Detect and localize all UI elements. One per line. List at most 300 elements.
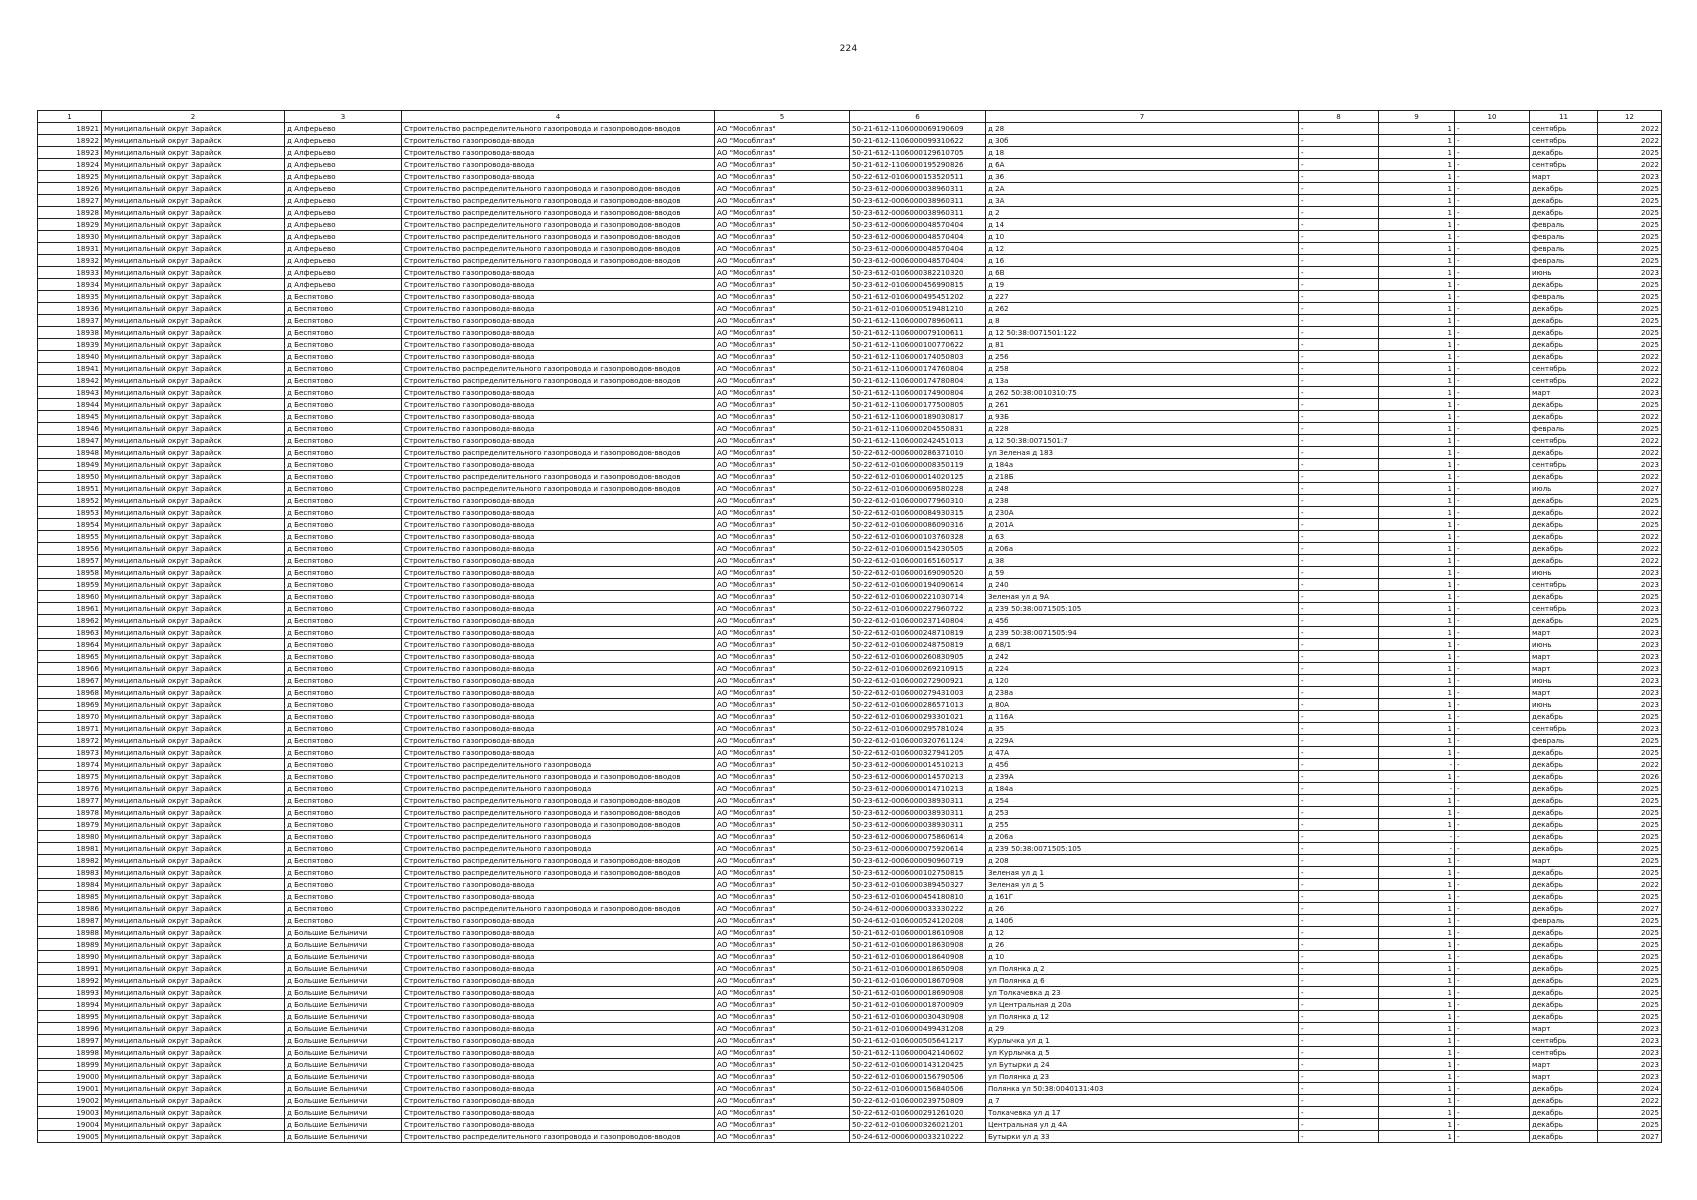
row-number: 18995 <box>38 1011 102 1023</box>
municipality-cell: Муниципальный округ Зарайск <box>102 543 285 555</box>
organization-cell: АО "Мособлгаз" <box>715 699 850 711</box>
application-number-cell: 50-21-612-1106000174760804 <box>850 363 986 375</box>
application-number-cell: 50-23-612-0006000038960311 <box>850 195 986 207</box>
organization-cell: АО "Мособлгаз" <box>715 975 850 987</box>
address-cell: д 29 <box>986 1023 1299 1035</box>
municipality-cell: Муниципальный округ Зарайск <box>102 675 285 687</box>
col-8-cell: - <box>1299 723 1379 735</box>
municipality-cell: Муниципальный округ Зарайск <box>102 579 285 591</box>
table-row <box>38 783 1662 795</box>
col-8-cell: - <box>1299 183 1379 195</box>
table-row <box>38 903 1662 915</box>
table-row <box>38 879 1662 891</box>
settlement-cell: д Беспятово <box>285 711 402 723</box>
col-10-cell: - <box>1455 963 1530 975</box>
organization-cell: АО "Мособлгаз" <box>715 423 850 435</box>
row-number: 18994 <box>38 999 102 1011</box>
address-cell: д 201А <box>986 519 1299 531</box>
settlement-cell: д Беспятово <box>285 399 402 411</box>
column-header-5: 5 <box>715 111 850 123</box>
table-row <box>38 927 1662 939</box>
table-row <box>38 663 1662 675</box>
count-cell: 1 <box>1379 255 1455 267</box>
work-type-cell: Строительство распределительного газопровода и газопроводов-вводов <box>402 243 715 255</box>
address-cell: д 238 <box>986 495 1299 507</box>
organization-cell: АО "Мособлгаз" <box>715 807 850 819</box>
settlement-cell: д Беспятово <box>285 387 402 399</box>
table-row <box>38 831 1662 843</box>
work-type-cell: Строительство газопровода-ввода <box>402 1011 715 1023</box>
municipality-cell: Муниципальный округ Зарайск <box>102 879 285 891</box>
count-cell: 1 <box>1379 735 1455 747</box>
col-10-cell: - <box>1455 1095 1530 1107</box>
row-number: 18925 <box>38 171 102 183</box>
work-type-cell: Строительство газопровода-ввода <box>402 1023 715 1035</box>
month-cell: сентябрь <box>1530 135 1598 147</box>
year-cell: 2025 <box>1598 963 1662 975</box>
year-cell: 2025 <box>1598 615 1662 627</box>
work-type-cell: Строительство распределительного газопровода и газопроводов-вводов <box>402 855 715 867</box>
col-8-cell: - <box>1299 435 1379 447</box>
settlement-cell: д Беспятово <box>285 843 402 855</box>
col-8-cell: - <box>1299 975 1379 987</box>
table-row <box>38 459 1662 471</box>
row-number: 18976 <box>38 783 102 795</box>
col-10-cell: - <box>1455 411 1530 423</box>
month-cell: сентябрь <box>1530 459 1598 471</box>
address-cell: д 239 50:38:0071505:105 <box>986 843 1299 855</box>
row-number: 19001 <box>38 1083 102 1095</box>
row-number: 18980 <box>38 831 102 843</box>
count-cell: 1 <box>1379 1023 1455 1035</box>
col-10-cell: - <box>1455 927 1530 939</box>
organization-cell: АО "Мособлгаз" <box>715 735 850 747</box>
table-row <box>38 159 1662 171</box>
work-type-cell: Строительство газопровода-ввода <box>402 675 715 687</box>
settlement-cell: д Беспятово <box>285 759 402 771</box>
row-number: 18977 <box>38 795 102 807</box>
address-cell: д 258 <box>986 363 1299 375</box>
table-row <box>38 771 1662 783</box>
month-cell: декабрь <box>1530 1119 1598 1131</box>
count-cell: 1 <box>1379 387 1455 399</box>
month-cell: декабрь <box>1530 927 1598 939</box>
count-cell: 1 <box>1379 855 1455 867</box>
application-number-cell: 50-23-612-0006000048570404 <box>850 231 986 243</box>
municipality-cell: Муниципальный округ Зарайск <box>102 291 285 303</box>
settlement-cell: д Беспятово <box>285 519 402 531</box>
month-cell: декабрь <box>1530 1095 1598 1107</box>
application-number-cell: 50-21-612-0106000505641217 <box>850 1035 986 1047</box>
col-10-cell: - <box>1455 1083 1530 1095</box>
work-type-cell: Строительство газопровода-ввода <box>402 267 715 279</box>
table-row <box>38 327 1662 339</box>
municipality-cell: Муниципальный округ Зарайск <box>102 639 285 651</box>
municipality-cell: Муниципальный округ Зарайск <box>102 123 285 135</box>
address-cell: д 45б <box>986 615 1299 627</box>
col-8-cell: - <box>1299 267 1379 279</box>
work-type-cell: Строительство газопровода-ввода <box>402 699 715 711</box>
col-10-cell: - <box>1455 747 1530 759</box>
table-row <box>38 339 1662 351</box>
work-type-cell: Строительство распределительного газопровода <box>402 843 715 855</box>
count-cell: 1 <box>1379 915 1455 927</box>
table-row <box>38 303 1662 315</box>
municipality-cell: Муниципальный округ Зарайск <box>102 1047 285 1059</box>
application-number-cell: 50-21-612-1106000177500805 <box>850 399 986 411</box>
gasification-schedule-sheet <box>37 110 1661 1143</box>
settlement-cell: д Алферьево <box>285 231 402 243</box>
column-header-10: 10 <box>1455 111 1530 123</box>
application-number-cell: 50-21-612-1106000078960611 <box>850 315 986 327</box>
municipality-cell: Муниципальный округ Зарайск <box>102 651 285 663</box>
col-10-cell: - <box>1455 1059 1530 1071</box>
year-cell: 2022 <box>1598 531 1662 543</box>
organization-cell: АО "Мособлгаз" <box>715 411 850 423</box>
work-type-cell: Строительство распределительного газопровода и газопроводов-вводов <box>402 375 715 387</box>
address-cell: д 242 <box>986 651 1299 663</box>
address-cell: д 224 <box>986 663 1299 675</box>
municipality-cell: Муниципальный округ Зарайск <box>102 1107 285 1119</box>
count-cell: 1 <box>1379 507 1455 519</box>
municipality-cell: Муниципальный округ Зарайск <box>102 1059 285 1071</box>
municipality-cell: Муниципальный округ Зарайск <box>102 171 285 183</box>
application-number-cell: 50-22-612-0106000008350119 <box>850 459 986 471</box>
count-cell: 1 <box>1379 243 1455 255</box>
month-cell: март <box>1530 663 1598 675</box>
col-8-cell: - <box>1299 603 1379 615</box>
municipality-cell: Муниципальный округ Зарайск <box>102 759 285 771</box>
col-8-cell: - <box>1299 771 1379 783</box>
column-number-row <box>38 111 1662 123</box>
application-number-cell: 50-23-612-0006000048570404 <box>850 219 986 231</box>
municipality-cell: Муниципальный округ Зарайск <box>102 183 285 195</box>
address-cell: ул Центральная д 20а <box>986 999 1299 1011</box>
month-cell: декабрь <box>1530 327 1598 339</box>
year-cell: 2025 <box>1598 339 1662 351</box>
year-cell: 2023 <box>1598 1047 1662 1059</box>
organization-cell: АО "Мособлгаз" <box>715 603 850 615</box>
col-8-cell: - <box>1299 531 1379 543</box>
address-cell: д 184а <box>986 783 1299 795</box>
settlement-cell: д Алферьево <box>285 135 402 147</box>
settlement-cell: д Беспятово <box>285 639 402 651</box>
year-cell: 2025 <box>1598 147 1662 159</box>
table-row <box>38 519 1662 531</box>
settlement-cell: д Алферьево <box>285 207 402 219</box>
work-type-cell: Строительство газопровода-ввода <box>402 1107 715 1119</box>
col-8-cell: - <box>1299 543 1379 555</box>
row-number: 18970 <box>38 711 102 723</box>
col-8-cell: - <box>1299 495 1379 507</box>
count-cell: 1 <box>1379 867 1455 879</box>
organization-cell: АО "Мособлгаз" <box>715 327 850 339</box>
col-10-cell: - <box>1455 675 1530 687</box>
table-row <box>38 1119 1662 1131</box>
year-cell: 2025 <box>1598 1107 1662 1119</box>
table-row <box>38 279 1662 291</box>
count-cell: 1 <box>1379 315 1455 327</box>
work-type-cell: Строительство газопровода-ввода <box>402 1059 715 1071</box>
municipality-cell: Муниципальный округ Зарайск <box>102 447 285 459</box>
month-cell: декабрь <box>1530 315 1598 327</box>
municipality-cell: Муниципальный округ Зарайск <box>102 207 285 219</box>
municipality-cell: Муниципальный округ Зарайск <box>102 339 285 351</box>
row-number: 18926 <box>38 183 102 195</box>
municipality-cell: Муниципальный округ Зарайск <box>102 867 285 879</box>
row-number: 18929 <box>38 219 102 231</box>
count-cell: 1 <box>1379 183 1455 195</box>
month-cell: февраль <box>1530 219 1598 231</box>
settlement-cell: д Большие Белыничи <box>285 1071 402 1083</box>
table-row <box>38 147 1662 159</box>
application-number-cell: 50-22-612-0106000069580228 <box>850 483 986 495</box>
col-10-cell: - <box>1455 603 1530 615</box>
year-cell: 2022 <box>1598 351 1662 363</box>
col-10-cell: - <box>1455 327 1530 339</box>
count-cell: 1 <box>1379 471 1455 483</box>
application-number-cell: 50-24-612-0106000524120208 <box>850 915 986 927</box>
row-number: 18978 <box>38 807 102 819</box>
col-8-cell: - <box>1299 819 1379 831</box>
col-10-cell: - <box>1455 159 1530 171</box>
work-type-cell: Строительство распределительного газопровода и газопроводов-вводов <box>402 795 715 807</box>
settlement-cell: д Большие Белыничи <box>285 1047 402 1059</box>
col-10-cell: - <box>1455 1131 1530 1143</box>
col-10-cell: - <box>1455 483 1530 495</box>
municipality-cell: Муниципальный округ Зарайск <box>102 819 285 831</box>
work-type-cell: Строительство газопровода-ввода <box>402 1083 715 1095</box>
address-cell: д 16 <box>986 255 1299 267</box>
municipality-cell: Муниципальный округ Зарайск <box>102 735 285 747</box>
row-number: 18955 <box>38 531 102 543</box>
count-cell: 1 <box>1379 495 1455 507</box>
count-cell: 1 <box>1379 699 1455 711</box>
table-row <box>38 603 1662 615</box>
settlement-cell: д Беспятово <box>285 363 402 375</box>
row-number: 18951 <box>38 483 102 495</box>
col-8-cell: - <box>1299 207 1379 219</box>
count-cell: 1 <box>1379 939 1455 951</box>
organization-cell: АО "Мособлгаз" <box>715 1011 850 1023</box>
work-type-cell: Строительство газопровода-ввода <box>402 435 715 447</box>
col-8-cell: - <box>1299 123 1379 135</box>
year-cell: 2025 <box>1598 735 1662 747</box>
application-number-cell: 50-21-612-1106000042140602 <box>850 1047 986 1059</box>
column-header-7: 7 <box>986 111 1299 123</box>
table-row <box>38 1023 1662 1035</box>
count-cell: 1 <box>1379 555 1455 567</box>
table-row <box>38 735 1662 747</box>
work-type-cell: Строительство газопровода-ввода <box>402 567 715 579</box>
work-type-cell: Строительство газопровода-ввода <box>402 615 715 627</box>
col-8-cell: - <box>1299 351 1379 363</box>
year-cell: 2023 <box>1598 1071 1662 1083</box>
month-cell: декабрь <box>1530 495 1598 507</box>
month-cell: декабрь <box>1530 543 1598 555</box>
col-10-cell: - <box>1455 855 1530 867</box>
municipality-cell: Муниципальный округ Зарайск <box>102 771 285 783</box>
col-8-cell: - <box>1299 843 1379 855</box>
application-number-cell: 50-23-612-0006000048570404 <box>850 255 986 267</box>
settlement-cell: д Беспятово <box>285 675 402 687</box>
count-cell: 1 <box>1379 207 1455 219</box>
count-cell: 1 <box>1379 1131 1455 1143</box>
table-row <box>38 243 1662 255</box>
settlement-cell: д Беспятово <box>285 375 402 387</box>
count-cell: 1 <box>1379 891 1455 903</box>
settlement-cell: д Большие Белыничи <box>285 1035 402 1047</box>
col-8-cell: - <box>1299 759 1379 771</box>
col-10-cell: - <box>1455 711 1530 723</box>
month-cell: июнь <box>1530 567 1598 579</box>
count-cell: 1 <box>1379 1107 1455 1119</box>
organization-cell: АО "Мособлгаз" <box>715 351 850 363</box>
col-8-cell: - <box>1299 1023 1379 1035</box>
address-cell: ул Бутырки д 24 <box>986 1059 1299 1071</box>
row-number: 18993 <box>38 987 102 999</box>
application-number-cell: 50-21-612-0106000018670908 <box>850 975 986 987</box>
row-number: 18972 <box>38 735 102 747</box>
application-number-cell: 50-21-612-0106000495451202 <box>850 291 986 303</box>
count-cell: 1 <box>1379 147 1455 159</box>
col-8-cell: - <box>1299 579 1379 591</box>
table-body <box>38 123 1662 1143</box>
address-cell: д 239 50:38:0071505:105 <box>986 603 1299 615</box>
month-cell: июнь <box>1530 699 1598 711</box>
municipality-cell: Муниципальный округ Зарайск <box>102 807 285 819</box>
address-cell: Бутырки ул д 33 <box>986 1131 1299 1143</box>
row-number: 18942 <box>38 375 102 387</box>
year-cell: 2022 <box>1598 555 1662 567</box>
col-10-cell: - <box>1455 819 1530 831</box>
municipality-cell: Муниципальный округ Зарайск <box>102 267 285 279</box>
col-10-cell: - <box>1455 375 1530 387</box>
col-8-cell: - <box>1299 507 1379 519</box>
address-cell: д 7 <box>986 1095 1299 1107</box>
address-cell: д 14 <box>986 219 1299 231</box>
year-cell: 2023 <box>1598 699 1662 711</box>
work-type-cell: Строительство газопровода-ввода <box>402 171 715 183</box>
municipality-cell: Муниципальный округ Зарайск <box>102 1071 285 1083</box>
month-cell: декабрь <box>1530 411 1598 423</box>
year-cell: 2025 <box>1598 279 1662 291</box>
table-row <box>38 567 1662 579</box>
table-row <box>38 435 1662 447</box>
application-number-cell: 50-22-612-0106000295781024 <box>850 723 986 735</box>
address-cell: д 227 <box>986 291 1299 303</box>
row-number: 18967 <box>38 675 102 687</box>
col-10-cell: - <box>1455 627 1530 639</box>
application-number-cell: 50-21-612-1106000174780804 <box>850 375 986 387</box>
settlement-cell: д Большие Белыничи <box>285 987 402 999</box>
year-cell: 2023 <box>1598 387 1662 399</box>
col-8-cell: - <box>1299 831 1379 843</box>
application-number-cell: 50-23-612-0006000014710213 <box>850 783 986 795</box>
municipality-cell: Муниципальный округ Зарайск <box>102 939 285 951</box>
work-type-cell: Строительство газопровода-ввода <box>402 147 715 159</box>
settlement-cell: д Большие Белыничи <box>285 1095 402 1107</box>
settlement-cell: д Беспятово <box>285 579 402 591</box>
address-cell: д 81 <box>986 339 1299 351</box>
work-type-cell: Строительство распределительного газопровода <box>402 783 715 795</box>
col-10-cell: - <box>1455 903 1530 915</box>
col-8-cell: - <box>1299 795 1379 807</box>
col-10-cell: - <box>1455 1107 1530 1119</box>
application-number-cell: 50-21-612-0106000018690908 <box>850 987 986 999</box>
application-number-cell: 50-22-612-0106000248750819 <box>850 639 986 651</box>
organization-cell: АО "Мособлгаз" <box>715 831 850 843</box>
address-cell: д 161Г <box>986 891 1299 903</box>
col-8-cell: - <box>1299 519 1379 531</box>
application-number-cell: 50-22-612-0106000143120425 <box>850 1059 986 1071</box>
address-cell: д 262 50:38:0010310:75 <box>986 387 1299 399</box>
count-cell: 1 <box>1379 171 1455 183</box>
table-row <box>38 423 1662 435</box>
col-10-cell: - <box>1455 807 1530 819</box>
table-row <box>38 531 1662 543</box>
col-8-cell: - <box>1299 675 1379 687</box>
row-number: 18941 <box>38 363 102 375</box>
year-cell: 2022 <box>1598 543 1662 555</box>
col-8-cell: - <box>1299 339 1379 351</box>
count-cell: 1 <box>1379 219 1455 231</box>
application-number-cell: 50-22-612-0106000286571013 <box>850 699 986 711</box>
municipality-cell: Муниципальный округ Зарайск <box>102 795 285 807</box>
municipality-cell: Муниципальный округ Зарайск <box>102 855 285 867</box>
application-number-cell: 50-22-612-0106000248710819 <box>850 627 986 639</box>
month-cell: декабрь <box>1530 819 1598 831</box>
municipality-cell: Муниципальный округ Зарайск <box>102 831 285 843</box>
row-number: 18981 <box>38 843 102 855</box>
row-number: 18935 <box>38 291 102 303</box>
municipality-cell: Муниципальный округ Зарайск <box>102 567 285 579</box>
table-row <box>38 207 1662 219</box>
count-cell: 1 <box>1379 231 1455 243</box>
settlement-cell: д Большие Белыничи <box>285 1107 402 1119</box>
settlement-cell: д Алферьево <box>285 279 402 291</box>
municipality-cell: Муниципальный округ Зарайск <box>102 363 285 375</box>
municipality-cell: Муниципальный округ Зарайск <box>102 591 285 603</box>
settlement-cell: д Беспятово <box>285 783 402 795</box>
column-header-8: 8 <box>1299 111 1379 123</box>
organization-cell: АО "Мособлгаз" <box>715 1131 850 1143</box>
address-cell: д 12 50:38:0071501:7 <box>986 435 1299 447</box>
col-10-cell: - <box>1455 171 1530 183</box>
table-row <box>38 1083 1662 1095</box>
row-number: 18922 <box>38 135 102 147</box>
month-cell: декабрь <box>1530 951 1598 963</box>
month-cell: март <box>1530 855 1598 867</box>
table-row <box>38 231 1662 243</box>
work-type-cell: Строительство газопровода-ввода <box>402 387 715 399</box>
municipality-cell: Муниципальный округ Зарайск <box>102 1011 285 1023</box>
organization-cell: АО "Мособлгаз" <box>715 459 850 471</box>
col-10-cell: - <box>1455 231 1530 243</box>
address-cell: д 240 <box>986 579 1299 591</box>
settlement-cell: д Беспятово <box>285 603 402 615</box>
month-cell: июнь <box>1530 675 1598 687</box>
year-cell: 2024 <box>1598 1083 1662 1095</box>
municipality-cell: Муниципальный округ Зарайск <box>102 507 285 519</box>
application-number-cell: 50-22-612-0106000239750809 <box>850 1095 986 1107</box>
col-8-cell: - <box>1299 951 1379 963</box>
municipality-cell: Муниципальный округ Зарайск <box>102 987 285 999</box>
year-cell: 2022 <box>1598 435 1662 447</box>
address-cell: Толкачевка ул д 17 <box>986 1107 1299 1119</box>
column-header-2: 2 <box>102 111 285 123</box>
col-10-cell: - <box>1455 495 1530 507</box>
